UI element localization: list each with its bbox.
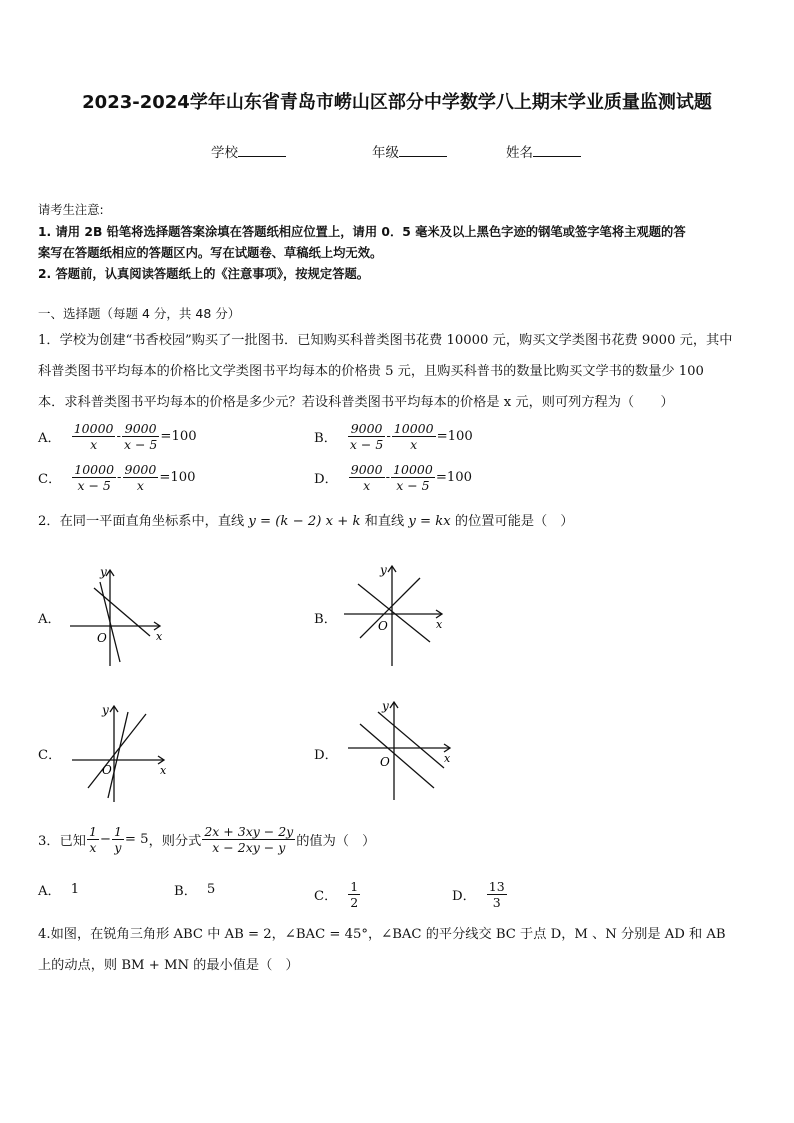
operator: - (117, 470, 122, 485)
q1-line-3: 本．求科普类图书平均每本的价格是多少元？若设科普类图书平均每本的价格是 x 元，则可列方程为（ ） (38, 395, 674, 410)
q3-option-b[interactable] (174, 880, 215, 899)
fraction (487, 879, 507, 910)
q2-option-d[interactable]: D． (314, 748, 338, 763)
q2-suffix: 的位置可能是（ ） (450, 514, 574, 529)
graph-a (64, 562, 168, 672)
line-2 (94, 588, 150, 636)
q3-option-a[interactable] (38, 880, 79, 899)
equals-value: = 5 (124, 832, 149, 847)
denominator: x − 5 (123, 437, 158, 452)
rhs: =100 (160, 429, 197, 444)
line-1 (360, 724, 434, 788)
option-label: B． (314, 431, 337, 446)
fraction (72, 421, 116, 452)
x-label: x (436, 618, 443, 631)
denominator: x (363, 478, 371, 493)
option-value: 1 (70, 882, 80, 897)
q4-line-1: 4.如图，在锐角三角形 ABC 中 AB = 2，∠BAC = 45°，∠BAC 的平分线交 BC 于点 D，M 、N 分别是 AD 和 AB (38, 927, 726, 942)
option-label: A． (38, 431, 61, 446)
operator: - (116, 429, 121, 444)
option-label: A． (38, 884, 61, 899)
line-2 (358, 584, 430, 642)
denominator: x − 2xy − y (212, 840, 286, 855)
numerator: 1 (88, 824, 97, 839)
fraction (348, 421, 385, 452)
numerator: 9000 (124, 462, 157, 477)
school-label: 学校 (211, 145, 238, 161)
denominator: x (136, 478, 144, 493)
line-1 (360, 578, 420, 638)
denominator: x (410, 437, 418, 452)
fraction (72, 462, 116, 493)
option-label: B． (174, 884, 197, 899)
fraction (391, 462, 435, 493)
graph-c (66, 700, 170, 806)
school-field[interactable] (211, 141, 286, 161)
fraction (112, 824, 124, 855)
q1-line-2: 科普类图书平均每本的价格比文学类图书平均每本的价格贵 5 元，且购买科普书的数量比购买文学书的数量少 100 (38, 364, 704, 379)
denominator: x − 5 (77, 478, 111, 493)
denominator: x − 5 (396, 478, 430, 493)
q2-stem (38, 512, 574, 532)
option-label: D． (452, 889, 476, 904)
school-blank[interactable] (238, 144, 286, 157)
q3-mid: ，则分式 (148, 834, 202, 849)
q1-option-b[interactable] (314, 421, 473, 452)
q3-suffix: 的值为（ ） (296, 834, 376, 849)
y-label: y (380, 563, 387, 577)
graph-b (338, 560, 448, 670)
numerator: 2x + 3xy − 2y (204, 824, 294, 839)
line-1 (88, 714, 146, 788)
origin-label: O (97, 631, 107, 645)
notice-line-1: 1. 请用 2B 铅笔将选择题答案涂填在答题纸相应位置上，请用 0．5 毫米及以上黑色字迹的钢笔或签字笔将主观题的答 (38, 225, 686, 239)
operator: − (99, 832, 111, 847)
y-label: y (102, 703, 109, 717)
fraction (348, 879, 360, 910)
q3-option-d[interactable] (452, 879, 508, 910)
q2-prefix: 2．在同一平面直角坐标系中，直线 (38, 514, 249, 529)
denominator: x − 5 (349, 437, 384, 452)
numerator: 9000 (348, 421, 385, 437)
numerator: 1 (113, 824, 122, 839)
page-title: 2023-2024学年山东省青岛市崂山区部分中学数学八上期末学业质量监测试题 (82, 92, 712, 113)
q2-mid: 和直线 (360, 514, 409, 529)
option-label: D． (314, 472, 338, 487)
fraction (123, 462, 159, 493)
origin-label: O (378, 619, 388, 633)
q1-option-c[interactable] (38, 462, 196, 493)
name-label: 姓名 (506, 145, 533, 161)
numerator: 10000 (74, 462, 115, 477)
y-label: y (382, 699, 389, 713)
fraction (349, 462, 385, 493)
option-value: 5 (206, 882, 216, 897)
name-blank[interactable] (533, 144, 581, 157)
origin-label: O (380, 755, 390, 769)
notice-line-3: 2. 答题前，认真阅读答题纸上的《注意事项》，按规定答题。 (38, 267, 370, 281)
numerator: 10000 (393, 421, 434, 436)
graph-d (344, 696, 456, 802)
origin-label: O (102, 763, 112, 777)
notice-line-2: 案写在答题纸相应的答题区内。写在试题卷、草稿纸上均无效。 (38, 246, 383, 260)
q1-line-1: 1．学校为创建“书香校园”购买了一批图书．已知购买科普类图书花费 10000 元，购买文学类图书花费 9000 元，其中 (38, 333, 733, 348)
numerator: 10000 (393, 462, 433, 477)
fraction (87, 824, 99, 855)
q2-equation-2: y = kx (408, 514, 451, 529)
denominator: 2 (350, 895, 359, 910)
numerator: 9000 (122, 421, 159, 437)
option-label: C． (38, 472, 62, 487)
operator: - (386, 429, 391, 444)
section-heading: 一、选择题（每题 4 分，共 48 分） (38, 306, 241, 321)
x-label: x (160, 764, 167, 777)
q3-option-c[interactable] (314, 879, 361, 910)
x-label: x (156, 630, 163, 643)
rhs: =100 (159, 470, 196, 485)
denominator: x (90, 437, 98, 452)
numerator: 9000 (350, 462, 383, 477)
numerator: 10000 (73, 421, 114, 436)
option-label: C． (314, 889, 338, 904)
denominator: y (114, 840, 122, 855)
q2-equation-1: y = (k − 2) x + k (248, 514, 361, 529)
q1-option-d[interactable] (314, 462, 472, 493)
q3-prefix: 3．已知 (38, 834, 86, 849)
grade-blank[interactable] (399, 144, 447, 157)
notice-heading: 请考生注意: (38, 203, 104, 217)
q2-option-c[interactable]: C． (38, 748, 62, 763)
numerator: 1 (350, 879, 359, 894)
grade-label: 年级 (372, 145, 399, 161)
rhs: =100 (436, 429, 473, 444)
x-label: x (444, 752, 451, 765)
y-label: y (100, 565, 107, 579)
fraction (392, 421, 436, 452)
name-field[interactable] (506, 141, 581, 161)
numerator: 13 (488, 879, 505, 894)
q1-option-a[interactable] (38, 421, 197, 452)
q3-stem (38, 824, 375, 855)
fraction (122, 421, 159, 452)
denominator: x (89, 840, 97, 855)
fraction (202, 824, 295, 855)
grade-field[interactable] (372, 141, 447, 161)
rhs: =100 (435, 470, 473, 485)
q4-line-2: 上的动点，则 BM + MN 的最小值是（ ） (38, 958, 299, 973)
denominator: 3 (492, 895, 501, 910)
line-2 (108, 712, 128, 798)
q2-option-a[interactable]: A． (38, 612, 61, 627)
operator: - (385, 470, 391, 485)
q2-option-b[interactable]: B． (314, 612, 337, 627)
